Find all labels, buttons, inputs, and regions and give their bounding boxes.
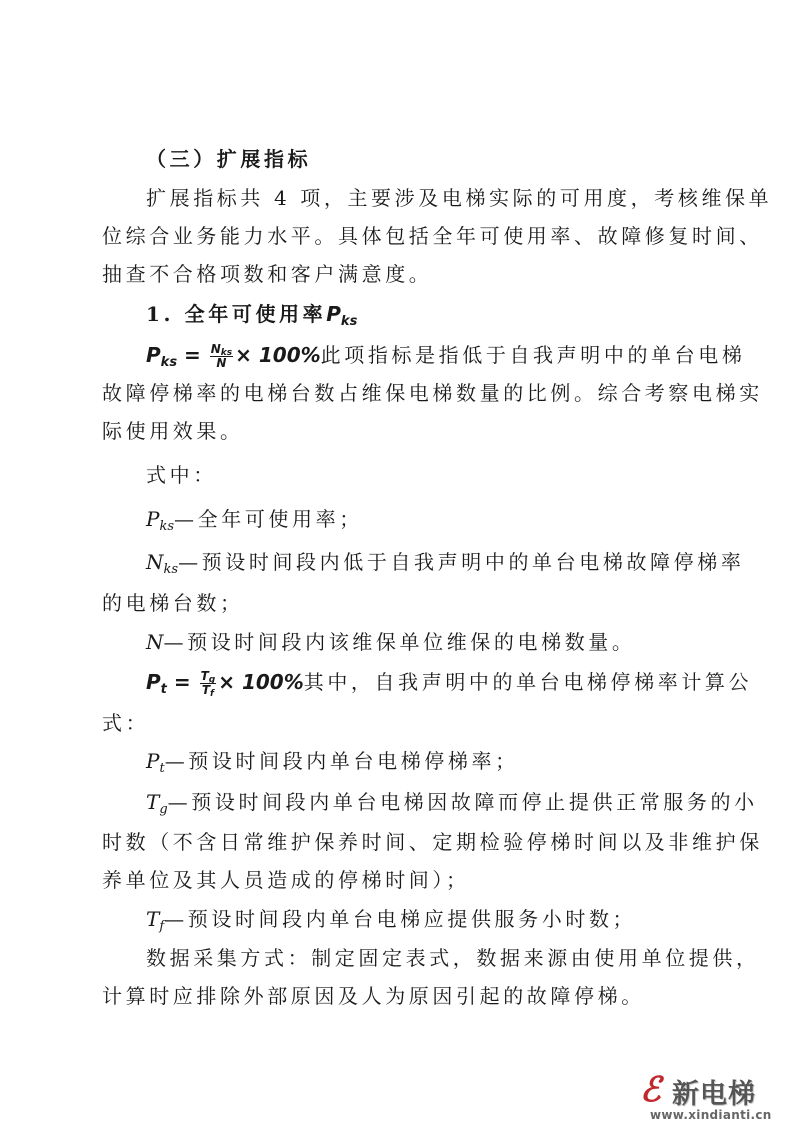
formula1-num: N	[210, 342, 221, 356]
def-pt-text: —预设时间段内单台电梯停梯率；	[164, 749, 519, 773]
logo-name: 新电梯	[672, 1079, 756, 1110]
def-pt	[146, 749, 519, 776]
formula1-num-sub: ks	[220, 348, 233, 358]
formula1-fraction	[210, 343, 233, 370]
formula2-den: T	[201, 683, 211, 697]
def-pks-text: —全年可使用率；	[174, 507, 363, 531]
formula2-lhs: P	[146, 670, 161, 694]
item1-title	[146, 302, 358, 329]
where-label: 式中：	[146, 463, 217, 487]
formula2-lhs-sub: t	[160, 682, 167, 697]
def-nks-cont: 的电梯台数；	[102, 591, 244, 615]
def-nks-sub: ks	[163, 562, 179, 577]
formula2-eq: =	[166, 670, 198, 694]
collection-line-1: 数据采集方式：制定固定表式，数据来源由使用单位提供，	[146, 946, 760, 970]
def-tf	[146, 907, 637, 934]
def-nks-text: —预设时间段内低于自我声明中的单台电梯故障停梯率	[178, 550, 745, 574]
def-tg-text: —预设时间段内单台电梯因故障而停止提供正常服务的小	[167, 790, 758, 814]
watermark-logo	[640, 1068, 800, 1128]
formula1-line	[146, 343, 745, 370]
formula1-den: N	[216, 356, 227, 370]
collection-line-2: 计算时应排除外部原因及人为原因引起的故障停梯。	[102, 984, 645, 1008]
def-pks-sub: ks	[159, 519, 175, 534]
logo-mark-icon: ℰ	[640, 1070, 661, 1110]
def-pt-symbol: P	[146, 749, 160, 773]
def-tg-symbol: T	[146, 790, 160, 814]
formula1-eq: =	[177, 343, 208, 367]
formula2-fraction	[200, 670, 217, 697]
formula2-num-sub: g	[208, 675, 216, 685]
def-tf-text: —预设时间段内单台电梯应提供服务小时数；	[164, 907, 637, 931]
def-tf-symbol: T	[146, 907, 160, 931]
logo-url: www.xindianti.cn	[650, 1108, 772, 1122]
def-nks	[146, 550, 745, 577]
def-tg-cont-2: 养单位及其人员造成的停梯时间）；	[102, 868, 470, 892]
formula1-lhs: P	[146, 343, 161, 367]
def-n-text: —预设时间段内该维保单位维保的电梯数量。	[163, 630, 636, 654]
formula1-text-line-3: 际使用效果。	[102, 419, 244, 443]
intro-line-3: 抽查不合格项数和客户满意度。	[102, 262, 433, 286]
def-nks-symbol: N	[146, 550, 164, 574]
formula1-tail: × 100%	[235, 343, 321, 367]
formula1-text: 此项指标是指低于自我声明中的单台电梯	[320, 343, 746, 367]
formula2-line	[146, 670, 752, 697]
def-tg-cont-1: 时数（不含日常维护保养时间、定期检验停梯时间以及非维护保	[102, 830, 763, 854]
formula2-num: T	[200, 669, 209, 683]
formula2-den-sub: f	[210, 689, 214, 699]
def-pks-symbol: P	[146, 507, 160, 531]
item1-title-sub: ks	[340, 314, 358, 329]
def-n	[146, 630, 636, 654]
def-tg	[146, 790, 758, 817]
formula2-text: 其中，自我声明中的单台电梯停梯率计算公	[303, 670, 753, 694]
def-pks	[146, 507, 363, 534]
intro-line-1: 扩展指标共 4 项，主要涉及电梯实际的可用度，考核维保单	[146, 186, 773, 210]
section-heading: （三）扩展指标	[146, 147, 312, 171]
def-tg-sub: g	[159, 802, 168, 817]
item1-title-text: 1. 全年可使用率	[146, 302, 327, 326]
formula2-tail: × 100%	[218, 670, 304, 694]
def-pt-sub: t	[159, 761, 165, 776]
def-n-symbol: N	[146, 630, 164, 654]
intro-line-2: 位综合业务能力水平。具体包括全年可使用率、故障修复时间、	[102, 224, 763, 248]
formula1-text-line-2: 故障停梯率的电梯台数占维保电梯数量的比例。综合考察电梯实	[102, 381, 763, 405]
def-tf-sub: f	[159, 919, 165, 934]
item1-title-symbol: P	[326, 302, 341, 326]
formula1-lhs-sub: ks	[160, 355, 178, 370]
formula2-text-line-2: 式：	[102, 711, 150, 735]
